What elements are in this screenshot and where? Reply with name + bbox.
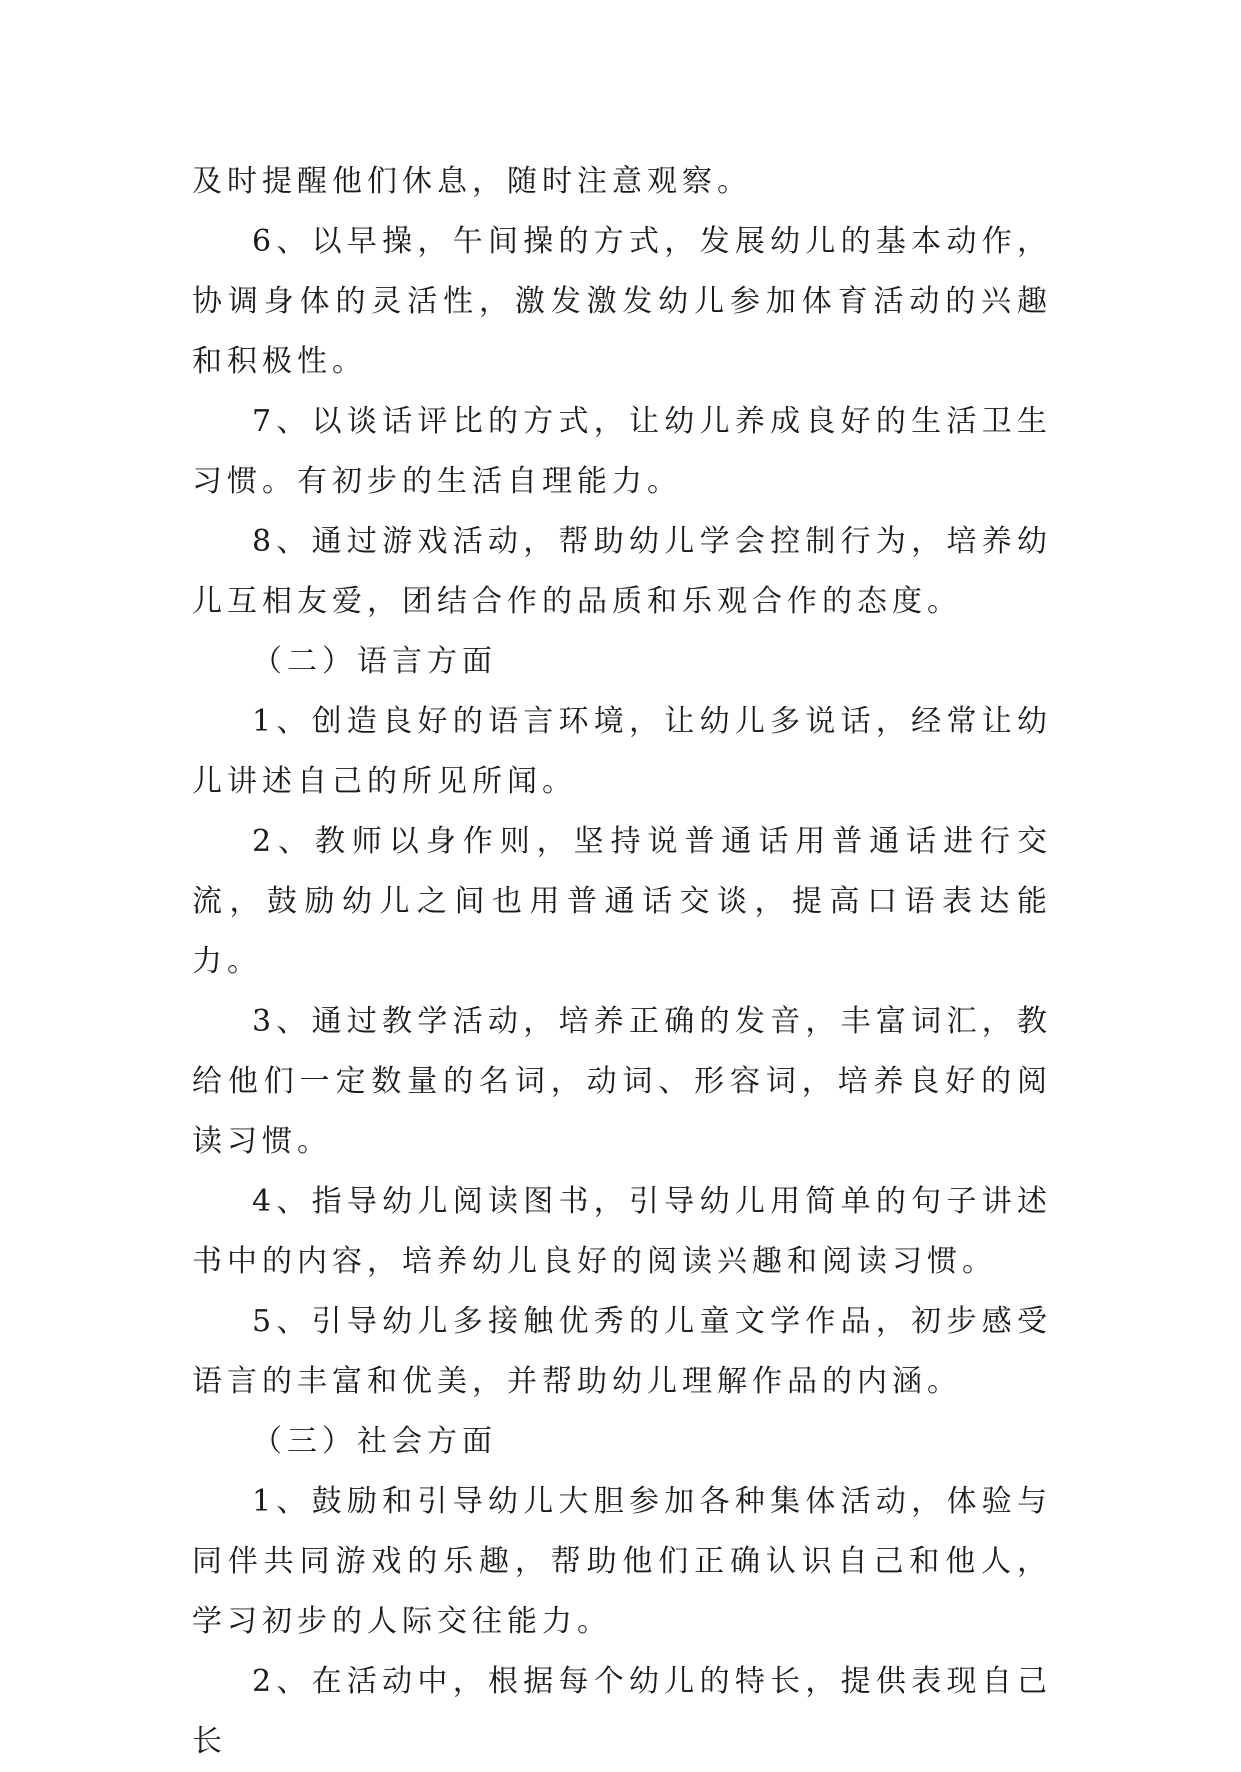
list-item-6-morning-exercise: 6、以早操，午间操的方式，发展幼儿的基本动作，协调身体的灵活性，激发激发幼儿参加体育活动的兴趣和积极性。 bbox=[192, 224, 1052, 379]
list-item-7-hygiene-habits: 7、以谈话评比的方式，让幼儿养成良好的生活卫生习惯。有初步的生活自理能力。 bbox=[192, 404, 1052, 499]
list-item-8-game-activities: 8、通过游戏活动，帮助幼儿学会控制行为，培养幼儿互相友爱，团结合作的品质和乐观合作的态度。 bbox=[192, 524, 1052, 619]
list-item-1-language-environment: 1、创造良好的语言环境，让幼儿多说话，经常让幼儿讲述自己的所见所闻。 bbox=[192, 704, 1052, 799]
list-item-1-group-activities: 1、鼓励和引导幼儿大胆参加各种集体活动，体验与同伴共同游戏的乐趣，帮助他们正确认识自己和他人，学习初步的人际交往能力。 bbox=[192, 1484, 1052, 1639]
section-heading-language: （二）语言方面 bbox=[252, 644, 497, 679]
section-heading-social: （三）社会方面 bbox=[252, 1424, 497, 1459]
paragraph-continuation: 及时提醒他们休息，随时注意观察。 bbox=[192, 164, 752, 199]
list-item-4-reading: 4、指导幼儿阅读图书，引导幼儿用简单的句子讲述书中的内容，培养幼儿良好的阅读兴趣和阅读习惯。 bbox=[192, 1184, 1052, 1279]
list-item-2-strengths: 2、在活动中，根据每个幼儿的特长，提供表现自己长 bbox=[192, 1664, 1052, 1759]
list-item-5-literature: 5、引导幼儿多接触优秀的儿童文学作品，初步感受语言的丰富和优美，并帮助幼儿理解作品的内涵。 bbox=[192, 1304, 1052, 1399]
document-body bbox=[192, 152, 1052, 1772]
list-item-2-mandarin: 2、教师以身作则，坚持说普通话用普通话进行交流，鼓励幼儿之间也用普通话交谈，提高口语表达能力。 bbox=[192, 824, 1052, 979]
list-item-3-pronunciation: 3、通过教学活动，培养正确的发音，丰富词汇，教给他们一定数量的名词，动词、形容词，培养良好的阅读习惯。 bbox=[192, 1004, 1052, 1159]
